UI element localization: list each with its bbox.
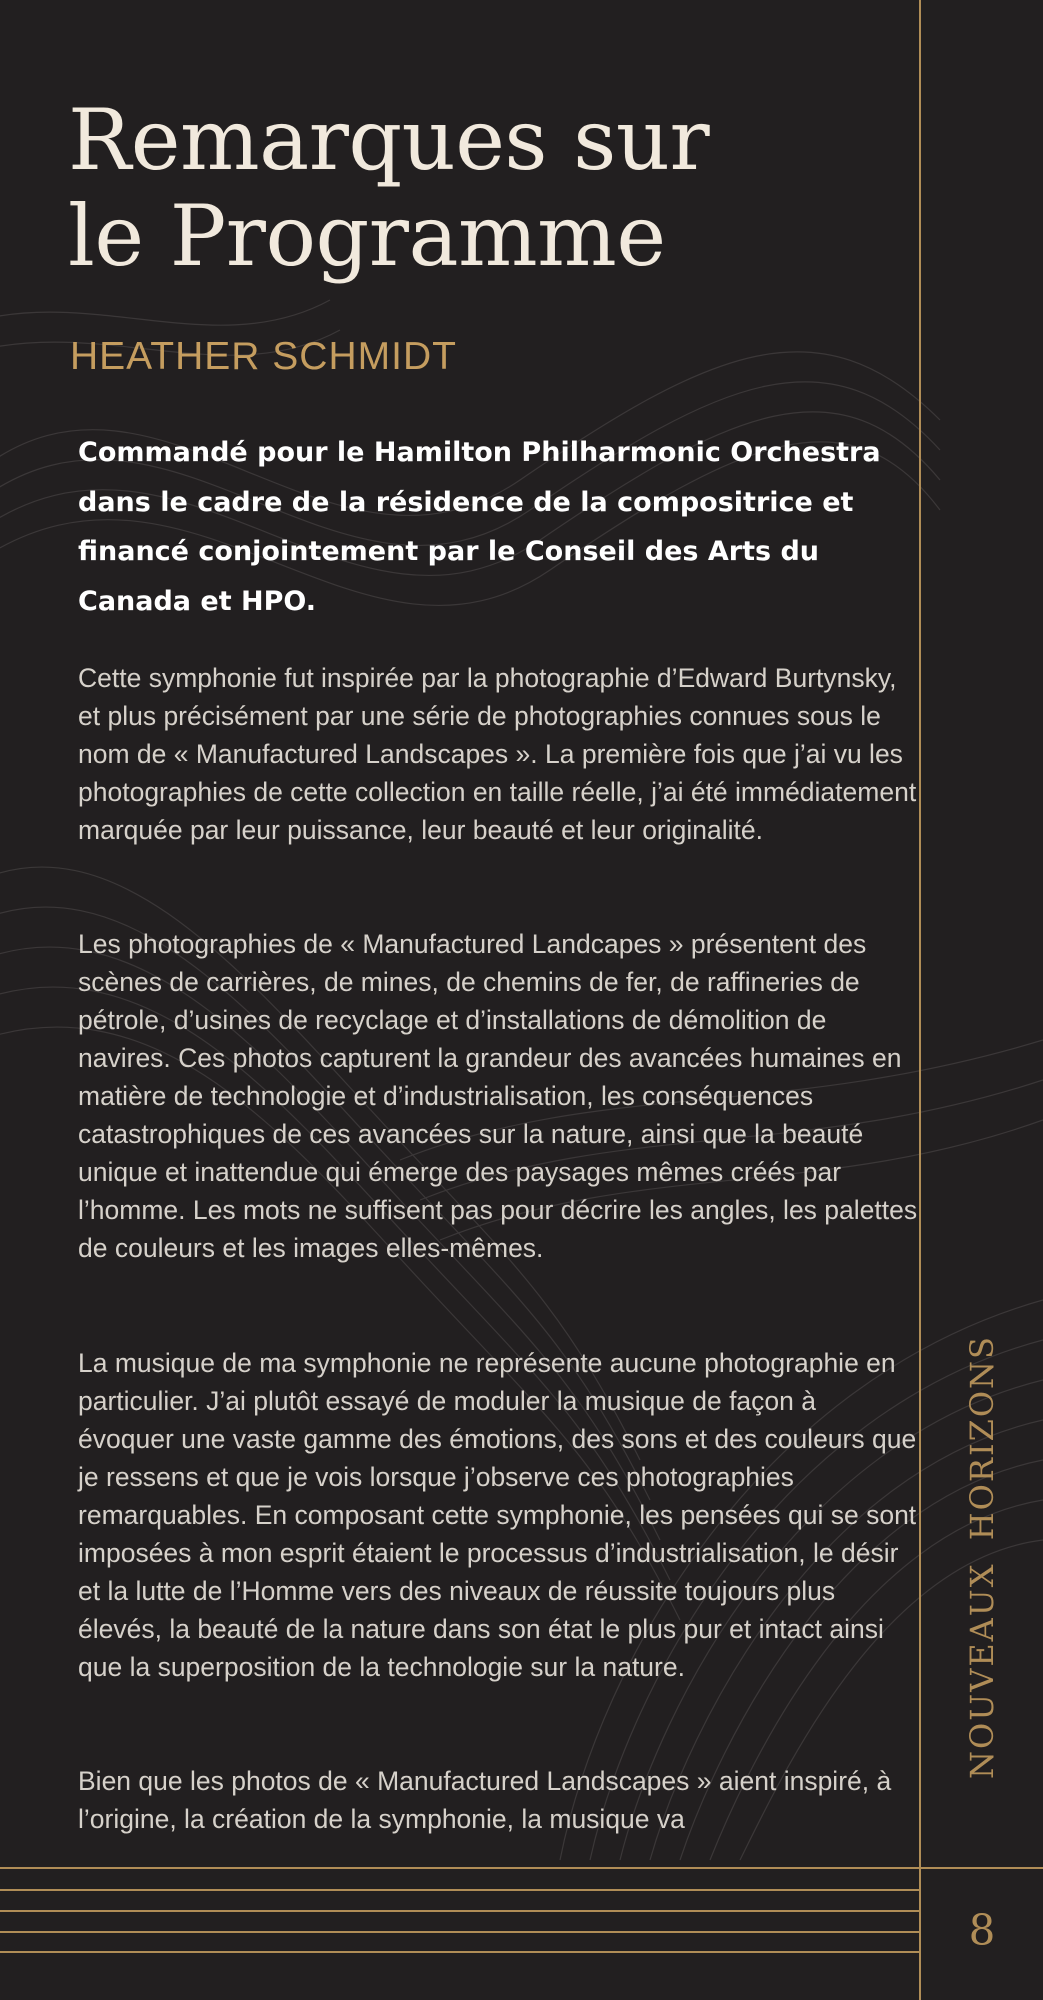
horizontal-gold-rule xyxy=(0,1889,919,1891)
section-side-label: NOUVEAUX HORIZONS xyxy=(963,1335,1001,1779)
page-title-line-1: Remarques sur xyxy=(68,91,710,189)
horizontal-gold-rule xyxy=(0,1910,919,1912)
commission-note: Commandé pour le Hamilton Philharmonic Orchestra dans le cadre de la résidence de la compositrice et financé conjointement par le Conseil des Arts du Canada et HPO. xyxy=(78,437,881,617)
page-title-line-2: le Programme xyxy=(68,187,666,285)
horizontal-gold-rule xyxy=(0,1867,1043,1869)
author-name: HEATHER SCHMIDT xyxy=(70,335,457,378)
horizontal-gold-rule xyxy=(0,1951,919,1953)
body-paragraph-2: Les photographies de « Manufactured Landcapes » présentent des scènes de carrières, de mines, de chemins de fer, de raffineries de pétrole, d’usines de recyclage et d’installations de démolition de navires. Ces photos capturent la grandeur des avancées humaines en matière de technologie et d’industrialisation, les conséquences catastrophiques de ces avancées sur la nature, ainsi que la beauté unique et inattendue qui émerge des paysages mêmes créés par l’homme. Les mots ne suffisent pas pour décrire les angles, les palettes de couleurs et les images elles-mêmes. xyxy=(78,929,918,1263)
body-paragraph-3: La musique de ma symphonie ne représente aucune photographie en particulier. J’ai plutôt essayé de moduler la musique de façon à évoquer une vaste gamme des émotions, des sons et des couleurs que je ressens et que je vois lorsque j’observe ces photographies remarquables. En composant cette symphonie, les pensées qui se sont imposées à mon esprit étaient le processus d’industrialisation, le désir et la lutte de l’Homme vers des niveaux de réussite toujours plus élevés, la beauté de la nature dans son état le plus pur et intact ainsi que la superposition de la technologie sur la nature. xyxy=(78,1348,917,1682)
page-title xyxy=(68,92,888,284)
body-paragraph-1: Cette symphonie fut inspirée par la photographie d’Edward Burtynsky, et plus précisément par une série de photographies connues sous le nom de « Manufactured Landscapes ». La première fois que j’ai vu les photographies de cette collection en taille réelle, j’ai été immédiatement marquée par leur puissance, leur beauté et leur originalité. xyxy=(78,663,917,845)
page-number: 8 xyxy=(968,1905,996,1955)
body-paragraph-4: Bien que les photos de « Manufactured Landscapes » aient inspiré, à l’origine, la création de la symphonie, la musique va xyxy=(78,1766,892,1834)
horizontal-gold-rule xyxy=(0,1931,919,1933)
vertical-gold-rule xyxy=(919,0,921,2000)
